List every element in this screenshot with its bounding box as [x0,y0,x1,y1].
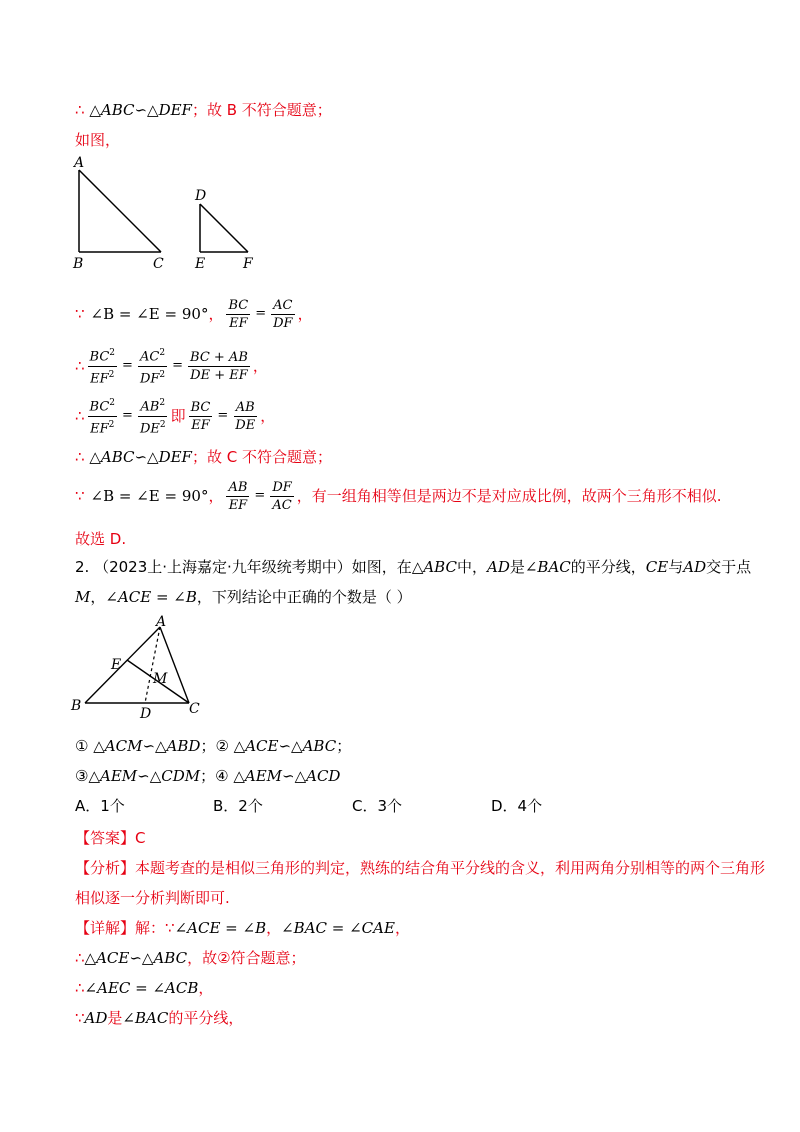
detail-text: ，故②符合题意； [187,949,306,967]
statements-line-2 [75,765,340,787]
separator: ； [336,737,352,755]
because-symbol: ∵ [75,1009,85,1027]
segment-ac [160,627,189,703]
statement-2-marker: ；② [200,737,229,755]
analysis-text: 本题考查的是相似三角形的判定，熟练的结合角平分线的含义，利用两角分别相等的两个三角形 [135,859,766,877]
question-text: 的平分线， [570,558,646,576]
fraction-bc-ef: $\frac{BC}{EF}$ [228,297,249,331]
angle-bac: ∠BAC [524,558,571,576]
equals-sign: = [122,408,133,423]
option-b[interactable]: B．2个 [213,797,263,815]
statement-4: △AEM∽△ACD [233,767,341,785]
conclusion-text: ；故 B 不符合题意； [191,101,332,119]
question-2-line-2: M，∠ACE = ∠B，下列结论中正确的个数是（ ） [75,588,412,606]
solution-line-1 [75,99,332,121]
question-text: 中， [456,558,487,576]
therefore-symbol: ∴ [75,979,85,997]
detail-line-4 [75,1007,243,1029]
conclusion-text: ；故 C 不符合题意； [191,448,332,466]
question-text: 交于点 [706,558,752,576]
therefore-symbol: ∴ [75,357,85,375]
namely-text: 即 [170,407,186,425]
solution-line-6 [75,446,332,468]
fraction-ac2-df2: $\frac{AC^2}{DF^2}$ [139,348,166,386]
segment-ad: AD [486,558,510,576]
angle-equation: ∠BAC = ∠CAE [281,919,395,937]
fraction-sum-squares: $\frac{BC + AB}{DE + EF}$ [190,349,248,383]
angle-equation: ∠AEC = ∠ACB [84,979,199,997]
answer-tag: 【答案】 [75,829,136,847]
right-angle-expression: ∠B = ∠E = 90° [90,305,209,323]
equals-sign: = [172,358,184,373]
question-text: 与 [668,558,684,576]
as-figure-text: 如图， [75,131,121,149]
fraction-ab-ef: $\frac{AB}{EF}$ [228,479,248,513]
analysis-line-2 [75,887,230,909]
figure-triangle-abc-bisector [65,615,225,725]
statement-3: △AEM∽△CDM [88,767,201,785]
question-2-line-1 [75,556,751,578]
segment-ac [79,170,161,252]
separator: ， [394,919,410,937]
label-f: F [243,256,253,272]
label-c: C [153,256,164,272]
similarity-expression: △ACE∽△ABC [84,949,188,967]
because-symbol: ∵ [75,487,85,505]
conclusion-text: ，有一组角相等但是两边不是对应成比例，故两个三角形不相似. [296,487,722,505]
detail-line-1 [75,917,410,939]
segment-ce: CE [645,558,669,576]
equals-sign: = [254,488,266,503]
answer-line [75,827,146,849]
detail-line-3 [75,977,213,999]
detail-line-2 [75,947,306,969]
therefore-symbol: ∴ [75,448,85,466]
option-c[interactable]: C．3个 [352,797,403,815]
label-e: E [111,657,122,673]
angle-condition: ∠ACE = ∠B [105,588,197,606]
analysis-line-1 [75,857,765,879]
statement-1-marker: ① [75,737,89,755]
analysis-tag: 【分析】 [75,859,136,877]
solution-line-5 [75,398,275,434]
label-a: A [156,615,167,630]
statement-2: △ACE∽△ABC [233,737,337,755]
fraction-bc2-ef2: $\frac{BC^2}{EF^2}$ [89,398,116,436]
segment-df [200,204,248,252]
fraction-ab-de: $\frac{AB}{DE}$ [235,399,256,433]
separator: ， [266,919,282,937]
fraction-df-ac: $\frac{DF}{AC}$ [272,479,292,513]
label-d: D [195,188,207,204]
segment-ad: AD [683,558,707,576]
label-c: C [189,701,200,717]
separator: ， [297,305,313,323]
fraction-ac-df: $\frac{AC}{DF}$ [273,297,293,331]
therefore-symbol: ∴ [75,949,85,967]
label-m: M [153,671,168,687]
answer-options [75,795,675,817]
separator: ， [208,487,224,505]
answer-value: C [135,829,146,847]
similarity-expression: △ABC∽△DEF [89,101,192,119]
solution-line-3 [75,296,313,332]
label-b: B [73,256,84,272]
equals-sign: = [255,306,267,321]
therefore-symbol: ∴ [75,407,85,425]
detail-tag: 【详解】 [75,919,136,937]
segment-ad: AD [84,1009,108,1027]
because-symbol: ∵ [75,305,85,323]
option-d[interactable]: D．4个 [491,797,543,815]
question-source: （2023上·上海嘉定·九年级统考期中）如图，在 [94,558,412,576]
label-d: D [140,706,152,722]
angle-equation: ∠ACE = ∠B [174,919,267,937]
solution-line-4 [75,348,268,384]
separator: ， [260,407,276,425]
separator: ， [252,357,268,375]
equals-sign: = [122,358,133,373]
final-choice-text: 故选 D. [75,530,127,548]
therefore-symbol: ∴ [75,101,85,119]
similarity-expression: △ABC∽△DEF [89,448,192,466]
angle-bac: ∠BAC [122,1009,169,1027]
detail-text: 是 [107,1009,123,1027]
solution-line-2 [75,129,120,151]
figure-two-right-triangles [65,152,285,272]
right-angle-expression: ∠B = ∠E = 90° [90,487,209,505]
point-m: M [75,588,91,606]
detail-text: 解：∵ [135,919,175,937]
equals-sign: = [217,408,229,423]
statements-line-1 [75,735,351,757]
separator: ， [198,979,214,997]
solution-line-7 [75,478,722,514]
label-b: B [71,698,82,714]
question-prompt: ，下列结论中正确的个数是（ ） [196,588,412,606]
segment-ad-dashed [145,627,160,703]
question-text: 是 [509,558,525,576]
fraction-bc2-ef2: $\frac{BC^2}{EF^2}$ [89,348,116,386]
analysis-text: 相似逐一分析判断即可. [75,889,230,907]
solution-line-8 [75,528,126,550]
question-number: 2. [75,558,90,576]
statement-4-marker: ；④ [200,767,229,785]
separator: ， [208,305,224,323]
fraction-bc-ef: $\frac{BC}{EF}$ [190,399,211,433]
detail-text: 的平分线， [168,1009,244,1027]
label-e: E [195,256,206,272]
statement-1: △ACM∽△ABD [93,737,201,755]
segment-ab [85,627,160,703]
triangle-abc: △ABC [411,558,457,576]
statement-3-marker: ③ [75,767,89,785]
label-a: A [74,155,85,171]
option-a[interactable]: A．1个 [75,797,125,815]
fraction-ab2-de2: $\frac{AB^2}{DE^2}$ [139,398,166,436]
